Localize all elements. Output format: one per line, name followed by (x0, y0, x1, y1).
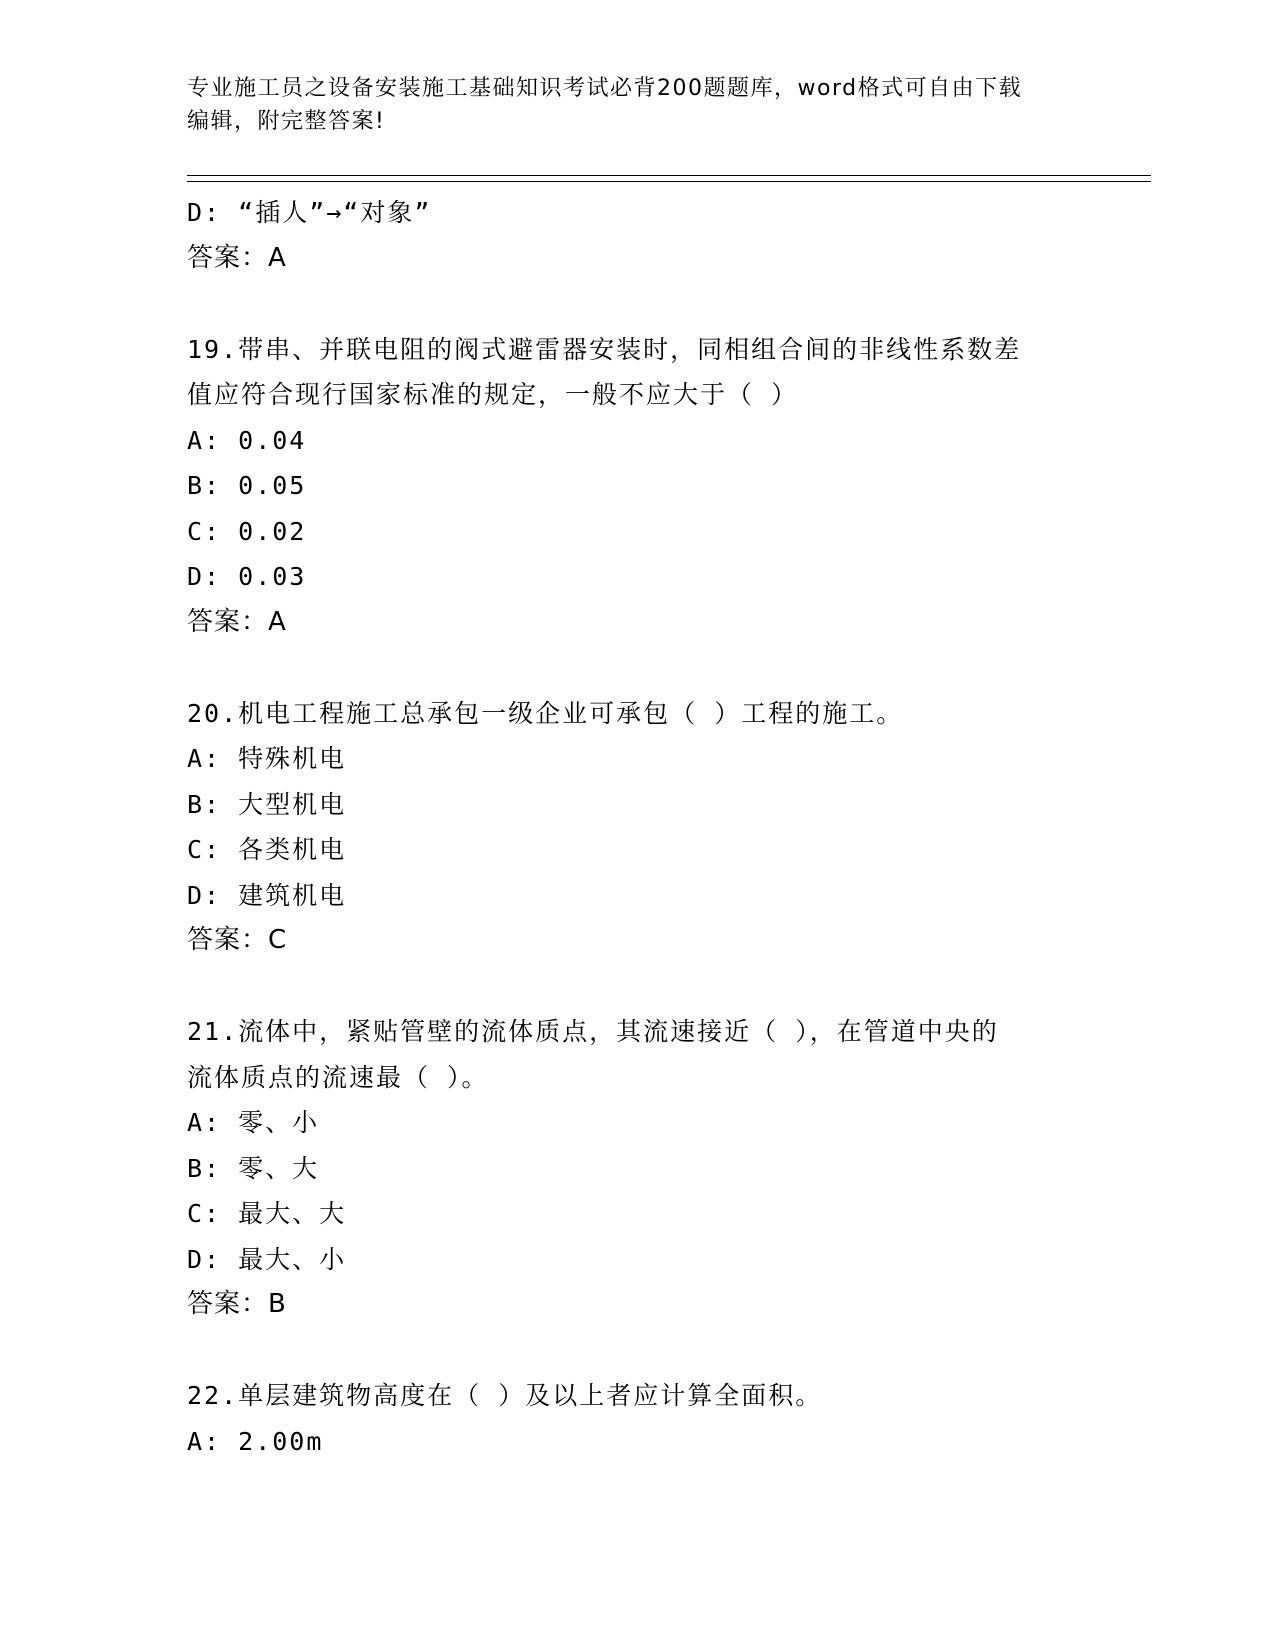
option-a: A: 0.04 (187, 425, 307, 455)
question-20 (187, 691, 1151, 964)
option-b: B: 0.05 (187, 471, 307, 500)
option-d: D: 建筑机电 (187, 880, 347, 910)
header-line-1: 专业施工员之设备安装施工基础知识考试必背200题题库，word格式可自由下载 (187, 76, 1023, 101)
option-a: A: 零、小 (187, 1108, 320, 1137)
header-divider-top (187, 175, 1151, 176)
answer: 答案：B (187, 1289, 287, 1319)
question-text-line: 22.单层建筑物高度在（ ）及以上者应计算全面积。 (187, 1381, 823, 1410)
spacer (187, 645, 1151, 691)
option-c: C: 各类机电 (187, 835, 347, 864)
question-text-line: 20.机电工程施工总承包一级企业可承包（ ）工程的施工。 (187, 698, 904, 728)
option-a: A: 2.00m (187, 1426, 324, 1456)
question-text-line: 21.流体中，紧贴管壁的流体质点，其流速接近（ ），在管道中央的 (187, 1017, 999, 1046)
spacer (187, 1328, 1151, 1374)
answer: 答案：C (187, 925, 288, 955)
option-a: A: 特殊机电 (187, 744, 347, 773)
question-text-line: 流体质点的流速最（ ）。 (187, 1062, 489, 1092)
option-d: D: 0.03 (187, 562, 307, 591)
spacer (187, 281, 1151, 327)
header-divider-bottom (187, 181, 1151, 182)
option-b: B: 零、大 (187, 1153, 320, 1183)
prev-option-d: D: “插人”→“对象” (187, 198, 432, 227)
page-header (187, 72, 1107, 138)
spacer (187, 964, 1151, 1010)
question-19 (187, 327, 1151, 646)
option-c: C: 最大、大 (187, 1199, 347, 1228)
prev-answer: 答案：A (187, 242, 287, 273)
question-22 (187, 1373, 1151, 1464)
question-text-line: 值应符合现行国家标准的规定，一般不应大于（ ） (187, 380, 799, 409)
option-c: C: 0.02 (187, 516, 307, 546)
question-content (187, 190, 1151, 1464)
answer: 答案：A (187, 606, 287, 637)
option-b: B: 大型机电 (187, 789, 347, 819)
question-text-line: 19.带串、并联电阻的阀式避雷器安装时，同相组合间的非线性系数差 (187, 334, 1022, 364)
question-21 (187, 1009, 1151, 1328)
option-d: D: 最大、小 (187, 1244, 347, 1274)
header-line-2: 编辑，附完整答案! (187, 109, 386, 134)
